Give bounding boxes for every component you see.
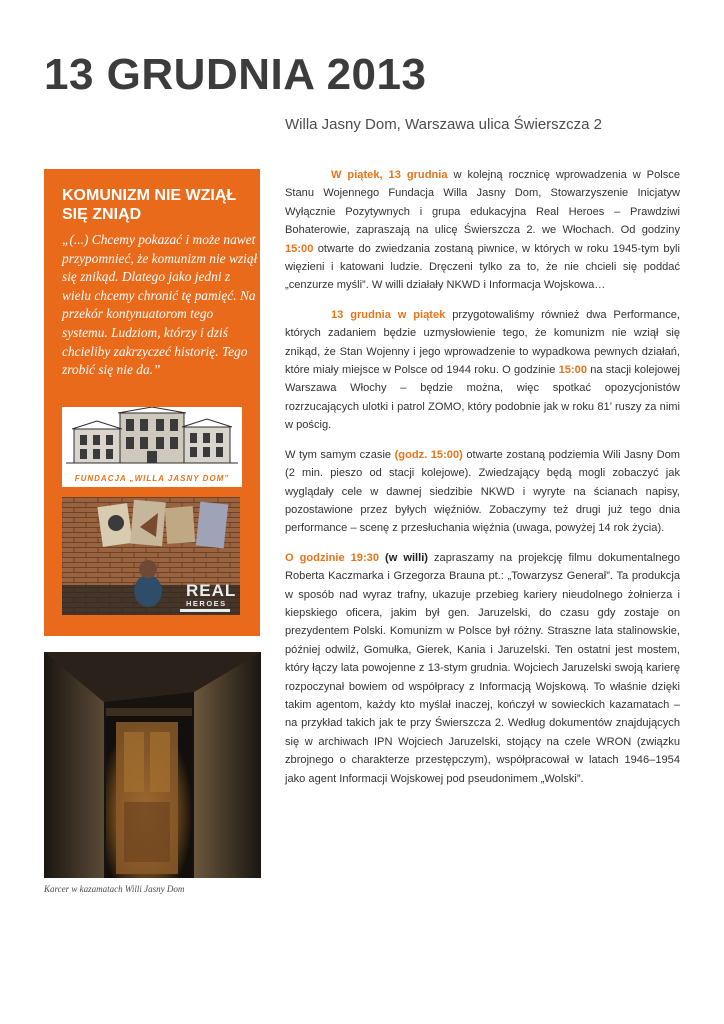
paragraph-text: zapraszamy na projekcję filmu dokumentalnego Roberta Kaczmarka i Grzegorza Brauna pt.: „Towarzysz Generał”. Ta produkcja w sposób nad wyraz trafny, ukazuje przebieg kariery nieudolnego żołnierza i kiepskiego oficera, jakim był gen. Jaruzelski, do czasu gdy zostaje on prezydentem Polski. Komunizm w Polsce był różny. Straszne lata stalinowskie, później odwilż, Gomułka, Gierek, Kania i Jaruzelski. Ten ostatni jest mostem, który łączy lata powojenne z 13-stym grudnia. Wojciech Jaruzelski swoją karierę rozpoczynał bowiem od współpracy z Informacją Wojskową. To właśnie dzięki takim agentom, każdy kto myślał inaczej, kończył w sowieckich kazamatach – na przykład takich jak te przy Świerszcza 2. Według dokumentów znajdujących się w archiwach IPN Wojciech Jaruzelski, stojący na czele WRON (związku zbrojnego o charakterze przestępczym), współpracował w latach 1946–1954 jako agent Informacji Wojskowej pod pseudonimem „Wolski”. bbox=[285, 551, 680, 785]
poster-title: REAL bbox=[186, 581, 237, 600]
foundation-logo-text: FUNDACJA „WILLA JASNY DOM” bbox=[74, 474, 230, 483]
sidebar-quote: „(...) Chcemy pokazać i może nawet przypomnieć, że komunizm nie wziął się znikąd. Dlatego jako jedni z wielu chcemy chronić tę pamięć. Na przekór kontynuatorom tego systemu. Ludziom, którzy i dziś chcieliby zakrzyczeć historię. Tego zrobić się nie da.” bbox=[62, 232, 258, 378]
sidebar-heading: KOMUNIZM NIE WZIĄŁ SIĘ ZNIĄD bbox=[62, 187, 237, 223]
paragraph-text: na stacji kolejowej Warszawa Włochy – będzie można, więc spotkać opozycjonistów rozrzucających ulotki i patrol ZOMO, który podobnie jak w roku 81’ ruszy za nimi w pościg. bbox=[285, 364, 681, 432]
paragraph-1 bbox=[285, 166, 680, 295]
page-subtitle: Willa Jasny Dom, Warszawa ulica Świerszcza 2 bbox=[285, 116, 603, 133]
paragraph-4 bbox=[285, 549, 680, 788]
date-highlight: 13 grudnia w piątek bbox=[331, 308, 446, 321]
paragraph-text: otwarte do zwiedzania zostaną piwnice, w których w roku 1945-tym byli więzieni i katowani ludzie. Dręczeni tylko za to, że nie chcieli się poddać „cenzurze myśli”. W willi działały NKWD i Informacja Wojskowa… bbox=[285, 242, 680, 292]
time-highlight: O godzinie 19:30 bbox=[285, 551, 379, 564]
paragraph-text: otwarte zostaną podziemia Wili Jasny Dom (2 min. pieszo od stacji kolejowe). Zwiedzający będą mogli zobaczyć jak wyglądały cele w dawnej siedzibie NKWD i wyryte na ścianach napisy, pozostawione przez byłych więźniów. Zobaczymy też drugi już tego dnia performance – scenę z przesłuchania więźnia (uwaga, powyżej 14 rok życia). bbox=[285, 448, 680, 535]
paragraph-3 bbox=[285, 446, 680, 538]
time-highlight: (godz. 15:00) bbox=[394, 448, 463, 461]
time-highlight: 15:00 bbox=[285, 242, 314, 255]
real-heroes-poster bbox=[62, 497, 240, 615]
poster-subtitle: HEROES bbox=[186, 599, 227, 608]
photo-caption: Karcer w kazamatach Willi Jasny Dom bbox=[44, 884, 185, 894]
paragraph-text: przygotowaliśmy również dwa Performance, których zadaniem będzie uzmysłowienie tego, że komunizm nie wziął się znikąd, że Stan Wojenny i jego wprowadzenie to wypadkowa pewnych działań, które miały miejsce w Polsce od 1944 roku. O godzinie bbox=[285, 308, 681, 377]
foundation-logo bbox=[62, 407, 242, 487]
paragraph-text: W tym samym czasie bbox=[285, 448, 395, 461]
time-highlight: 15:00 bbox=[558, 364, 587, 377]
article-body bbox=[285, 166, 680, 799]
basement-cell-photo bbox=[44, 652, 261, 878]
cell-corridor-image bbox=[44, 652, 261, 878]
date-highlight: W piątek, 13 grudnia bbox=[331, 169, 448, 181]
location-note: (w willi) bbox=[379, 551, 428, 564]
paragraph-text: w kolejną rocznicę wprowadzenia w Polsce Stanu Wojennego Fundacja Willa Jasny Dom, Stowarzyszenie Inicjatyw Wyłącznie Pozytywnych i grupa edukacyjna Real Heroes – Prawdziwi Bohaterowie, zapraszają na ulicę Świerszcza 2. we Włochach. Od godziny bbox=[285, 169, 680, 237]
page-title: 13 GRUDNIA 2013 bbox=[44, 50, 427, 99]
sidebar-box bbox=[44, 169, 260, 636]
paragraph-2 bbox=[285, 306, 680, 435]
